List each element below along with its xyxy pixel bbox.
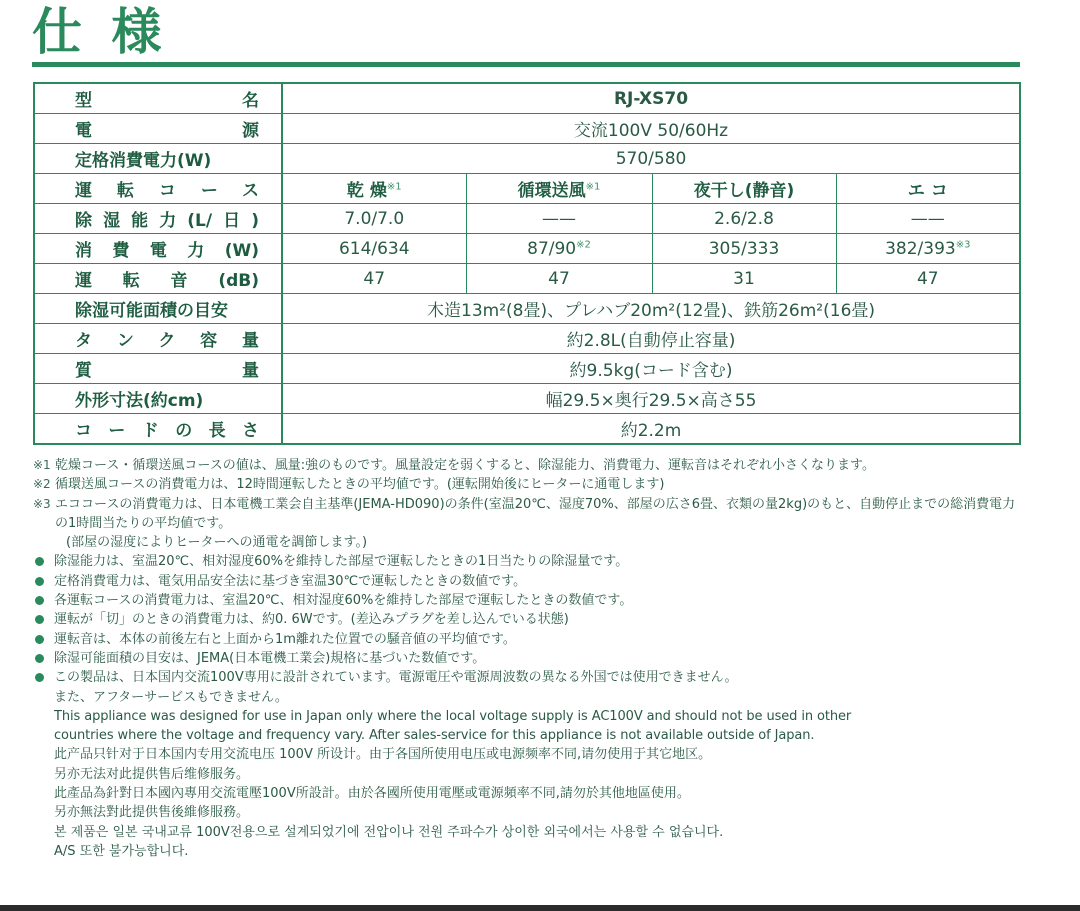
row-rated-power [34, 144, 1020, 174]
footnote [33, 495, 1023, 534]
course-mark: ※1 [585, 181, 601, 193]
mass-label: 質 量 [34, 354, 282, 384]
bullet-icon [35, 577, 44, 586]
chinese-simplified-notice-line: 此产品只针对于日本国内专用交流电压 100V 所设计。由于各国所使用电压或电源频率不同,请勿使用于其它地区。 [54, 747, 712, 763]
bullet-note [33, 572, 1023, 591]
cord-value: 約2.2m [282, 414, 1020, 445]
dehumidify-value: 7.0/7.0 [282, 204, 466, 234]
noise-value: 31 [652, 264, 836, 294]
footnote-continuation: (部屋の湿度によりヒーターへの通電を調節します。) [66, 535, 368, 551]
bullet-text: 運転が「切」のときの消費電力は、約0. 6Wです。(差込みプラグを差し込んでいる状態) [54, 612, 569, 628]
bullet-note [33, 668, 1023, 687]
tank-value: 約2.8L(自動停止容量) [282, 324, 1020, 354]
bullet-text: 定格消費電力は、電気用品安全法に基づき室温30℃で運転したときの数値です。 [54, 573, 527, 589]
row-tank [34, 324, 1020, 354]
rated-power-value: 570/580 [282, 144, 1020, 174]
footnote-text: 循環送風コースの消費電力は、12時間運転したときの平均値です。(運転開始後にヒーターに通電します) [55, 477, 665, 493]
bullet-icon [35, 615, 44, 624]
consumption-value: 305/333 [708, 238, 780, 259]
footnote-mark: ※1 [33, 458, 51, 472]
model-value: RJ-XS70 [282, 83, 1020, 114]
row-noise [34, 264, 1020, 294]
footnote-text: エココースの消費電力は、日本電機工業会自主基準(JEMA-HD090)の条件(室温20℃、湿度70%、部屋の広さ6畳、衣類の量2kg)のもと、自動停止までの総消費電力の1時間当たりの平均値です。 [55, 496, 1016, 531]
bullet-text: 除湿可能面積の目安は、JEMA(日本電機工業会)規格に基づいた数値です。 [54, 650, 486, 666]
course-header [652, 174, 836, 204]
tank-label: タンク容量 [34, 324, 282, 354]
consumption-mark: ※2 [576, 238, 591, 250]
consumption-cell [836, 234, 1020, 264]
row-dehumidify [34, 204, 1020, 234]
bullet-icon [35, 557, 44, 566]
mass-value: 約9.5kg(コード含む) [282, 354, 1020, 384]
consumption-cell [652, 234, 836, 264]
consumption-value: 382/393 [885, 238, 956, 259]
bullet-text: 除湿能力は、室温20℃、相対湿度60%を維持した部屋で運転したときの1日当たりの除湿量です。 [54, 554, 629, 570]
bullet-text: この製品は、日本国内交流100V専用に設計されています。電源電圧や電源周波数の異なる外国では使用できません。 [54, 670, 738, 686]
dehumidify-value: —— [836, 204, 1020, 234]
consumption-value: 87/90 [527, 238, 577, 259]
dehumidify-label: 除湿能力(L/日) [34, 204, 282, 234]
course-name: 夜干し(静音) [693, 181, 795, 201]
title-rule [32, 62, 1020, 67]
bullet-note [33, 591, 1023, 610]
footnote [33, 456, 1023, 475]
course-header [282, 174, 466, 204]
row-model [34, 83, 1020, 114]
english-notice-line: This appliance was designed for use in Japan only where the local voltage supply is AC100V and should not be used in other [54, 708, 852, 724]
bullet-text: 各運転コースの消費電力は、室温20℃、相対湿度60%を維持した部屋で運転したときの数値です。 [54, 593, 633, 609]
bottom-edge [0, 905, 1080, 911]
bullet-text: 運転音は、本体の前後左右と上面から1m離れた位置での騒音値の平均値です。 [54, 631, 516, 647]
row-mass [34, 354, 1020, 384]
course-name: 循環送風 [517, 181, 586, 201]
noise-value: 47 [282, 264, 466, 294]
bullet-note [33, 630, 1023, 649]
row-power-source [34, 114, 1020, 144]
footnote-text: 乾燥コース・循環送風コースの値は、風量:強のものです。風量設定を弱くすると、除湿能力、消費電力、運転音はそれぞれ小さくなります。 [55, 458, 876, 473]
course-header [466, 174, 652, 204]
bullet-icon [35, 673, 44, 682]
power-source-label: 電 源 [34, 114, 282, 144]
dimensions-value: 幅29.5×奥行29.5×高さ55 [282, 384, 1020, 414]
area-label: 除湿可能面積の目安 [34, 294, 282, 324]
bullet-note [33, 649, 1023, 668]
rated-power-label: 定格消費電力(W) [34, 144, 282, 174]
bullet-icon [35, 654, 44, 663]
notes-section [33, 456, 1023, 861]
consumption-value: 614/634 [338, 238, 410, 259]
row-cord [34, 414, 1020, 445]
area-value: 木造13m²(8畳)、プレハブ20m²(12畳)、鉄筋26m²(16畳) [282, 294, 1020, 324]
dehumidify-value: 2.6/2.8 [652, 204, 836, 234]
noise-label: 運転音(dB) [34, 264, 282, 294]
course-header [836, 174, 1020, 204]
consumption-cell [466, 234, 652, 264]
course-mark: ※1 [386, 181, 402, 193]
row-consumption [34, 234, 1020, 264]
chinese-traditional-notice-line: 另亦無法對此提供售後維修服務。 [54, 805, 250, 821]
footnote [33, 475, 1023, 494]
cord-label: コードの長さ [34, 414, 282, 445]
footnote-mark: ※3 [33, 496, 51, 511]
noise-value: 47 [836, 264, 1020, 294]
consumption-cell [282, 234, 466, 264]
footnote-mark: ※2 [33, 477, 51, 492]
row-dimensions [34, 384, 1020, 414]
course-label: 運転コース [34, 174, 282, 204]
row-course [34, 174, 1020, 204]
bullet-icon [35, 596, 44, 605]
consumption-label: 消費電力(W) [34, 234, 282, 264]
course-name: エ コ [907, 181, 948, 201]
power-source-value: 交流100V 50/60Hz [282, 114, 1020, 144]
english-notice-line: countries where the voltage and frequency vary. After sales-service for this appliance is not available outside of Japan. [54, 728, 815, 744]
model-label: 型 名 [34, 83, 282, 114]
page-title: 仕 様 [32, 3, 168, 61]
noise-value: 47 [466, 264, 652, 294]
spec-table [33, 82, 1021, 445]
dimensions-label: 外形寸法(約cm) [34, 384, 282, 414]
dehumidify-value: —— [466, 204, 652, 234]
japan-only-continuation: また、アフターサービスもできません。 [54, 689, 288, 705]
consumption-mark: ※3 [955, 238, 971, 250]
chinese-traditional-notice-line: 此產品為針對日本國內專用交流電壓100V所設計。由於各國所使用電壓或電源頻率不同,請勿於其他地區使用。 [54, 786, 690, 802]
korean-notice-line: 본 제품은 일본 국내교류 100V전용으로 설계되었기에 전압이나 전원 주파수가 상이한 외국에서는 사용할 수 없습니다. [54, 824, 724, 840]
bullet-icon [35, 635, 44, 644]
bullet-note [33, 552, 1023, 571]
korean-notice-line: A/S 또한 불가능합니다. [54, 843, 189, 859]
bullet-note [33, 610, 1023, 629]
course-name: 乾 燥 [346, 181, 387, 201]
chinese-simplified-notice-line: 另亦无法对此提供售后维修服务。 [54, 766, 250, 782]
row-area [34, 294, 1020, 324]
